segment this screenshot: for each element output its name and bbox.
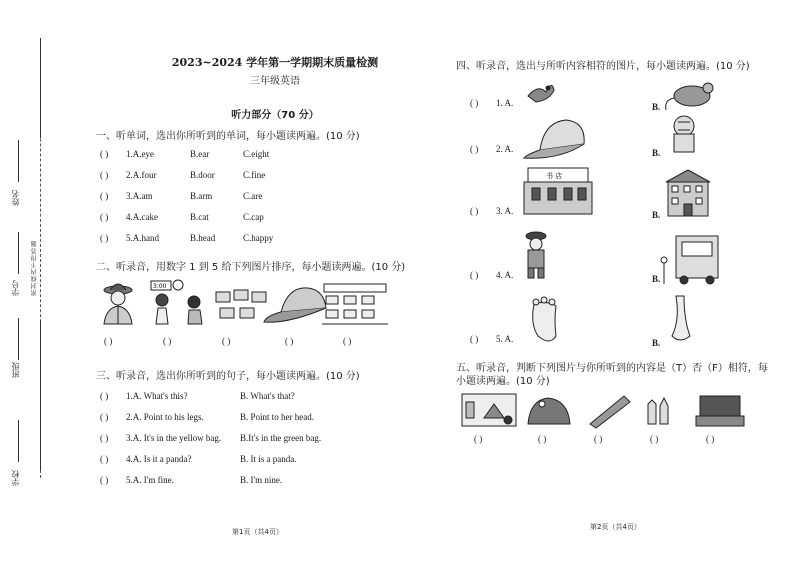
answer-paren: ( ) xyxy=(470,98,479,108)
section5-pictures xyxy=(456,390,756,430)
section1-heading: 一、听单词，选出你所听到的单词，每小题读两遍。(10 分) xyxy=(96,131,360,142)
option-b: B.arm xyxy=(190,191,213,201)
class-label: 班级 xyxy=(11,362,20,378)
classroom-picture xyxy=(322,284,388,324)
section3-heading: 三、听录音，选出你所听到的句子，每小题读两遍。(10 分) xyxy=(96,371,360,382)
listening-part-title: 听力部分（70 分） xyxy=(231,110,319,121)
answer-paren: ( ) xyxy=(470,206,479,216)
option-b: B.ear xyxy=(190,149,210,159)
option-c: C.fine xyxy=(243,170,266,180)
farm-scene-picture xyxy=(462,394,516,426)
option-b-label: B. xyxy=(652,210,661,220)
man-with-hat-picture xyxy=(104,284,132,324)
clock-text: 3:00 xyxy=(153,283,167,290)
exam-title: 2023~2024 学年第一学期期末质量检测 xyxy=(171,56,379,69)
option-c: C.cap xyxy=(243,212,264,222)
answer-paren: ( ) xyxy=(343,336,352,346)
option-b-label: B. xyxy=(652,102,661,112)
option-a: 5.A. I'm fine. xyxy=(126,475,174,485)
cap-picture-2 xyxy=(524,120,584,158)
shop-sign-text: 书 店 xyxy=(546,172,563,180)
option-a-label: 4. A. xyxy=(496,270,514,280)
section4-b-pictures xyxy=(662,74,738,364)
option-b: B. Point to her head. xyxy=(240,412,314,422)
bird-picture xyxy=(528,85,554,102)
answer-paren: ( ) xyxy=(594,434,603,444)
answer-paren: ( ) xyxy=(706,434,715,444)
answer-paren: ( ) xyxy=(538,434,547,444)
school-building-picture xyxy=(666,170,710,216)
school-underline xyxy=(18,420,19,462)
option-b: B.head xyxy=(190,233,216,243)
answer-paren: ( ) xyxy=(470,270,479,280)
section2-pictures xyxy=(96,278,396,330)
section4-heading: 四、听录音，选出与所听内容相符的图片，每小题读两遍。(10 分) xyxy=(456,61,750,72)
name-label: 姓名 xyxy=(11,190,20,206)
page1-footer: 第1页（共4页） xyxy=(232,528,283,536)
bus-picture xyxy=(661,236,718,284)
option-b: B.It's in the green bag. xyxy=(240,433,322,443)
section5-heading-line1: 五、听录音，判断下列图片与你所听到的内容是（T）否（F）相符，每 xyxy=(456,363,768,374)
option-a: 2.A. Point to his legs. xyxy=(126,412,204,422)
option-c: C.happy xyxy=(243,233,274,243)
id-label: 学号 xyxy=(11,280,20,296)
answer-paren: ( ) xyxy=(222,336,231,346)
answer-paren: ( ) xyxy=(285,336,294,346)
section2-heading: 二、听录音，用数字 1 到 5 给下列图片排序，每小题读两遍。(10 分) xyxy=(96,262,406,273)
police-officer-picture xyxy=(526,232,546,278)
option-b: B. It is a panda. xyxy=(240,454,297,464)
option-a: 3.A. It's in the yellow bag. xyxy=(126,433,222,443)
cap-picture xyxy=(264,288,326,322)
exam-subtitle: 三年级英语 xyxy=(250,76,300,87)
binding-line-bottom xyxy=(40,320,41,470)
answer-paren: ( ) xyxy=(650,434,659,444)
section5-heading-line2: 小题读两遍。(10 分) xyxy=(456,376,550,387)
page2-footer: 第2页（共4页） xyxy=(590,523,641,531)
option-a: 1.A. What's this? xyxy=(126,391,188,401)
tiger-picture xyxy=(674,116,694,152)
option-a-label: 3. A. xyxy=(496,206,514,216)
pencil-picture xyxy=(590,396,630,428)
option-c: C.are xyxy=(243,191,263,201)
answer-paren: ( ) xyxy=(470,334,479,344)
answer-paren: ( ) xyxy=(104,336,113,346)
seal-note: 密封线内不得答题 xyxy=(31,240,38,296)
answer-paren: ( ) xyxy=(163,336,172,346)
answer-paren: ( ) xyxy=(474,434,483,444)
answer-paren: ( ) xyxy=(470,144,479,154)
option-c: C.eight xyxy=(243,149,270,159)
cards-picture xyxy=(216,290,266,318)
binding-line-top xyxy=(40,38,41,138)
answer-paren: ( ) xyxy=(100,412,109,422)
option-b-label: B. xyxy=(652,338,661,348)
answer-paren: ( ) xyxy=(100,149,109,159)
option-a-label: 2. A. xyxy=(496,144,514,154)
name-underline xyxy=(18,140,19,182)
option-b: B.cat xyxy=(190,212,209,222)
option-a: 2.A.four xyxy=(126,170,157,180)
option-a: 4.A.cake xyxy=(126,212,158,222)
answer-paren: ( ) xyxy=(100,391,109,401)
class-underline xyxy=(18,318,19,360)
option-b-label: B. xyxy=(652,148,661,158)
nose-picture xyxy=(672,296,690,340)
option-b-label: B. xyxy=(652,274,661,284)
option-b: B. What's that? xyxy=(240,391,295,401)
answer-paren: ( ) xyxy=(100,475,109,485)
section4-a-pictures xyxy=(520,74,596,364)
option-a-label: 5. A. xyxy=(496,334,514,344)
option-a-label: 1. A. xyxy=(496,98,514,108)
answer-paren: ( ) xyxy=(100,233,109,243)
school-label: 学校 xyxy=(11,470,20,486)
option-a: 4.A. Is it a panda? xyxy=(126,454,192,464)
answer-paren: ( ) xyxy=(100,212,109,222)
option-b: B.door xyxy=(190,170,215,180)
option-b: B. I'm nine. xyxy=(240,475,283,485)
mouse-picture xyxy=(666,83,713,110)
option-a: 3.A.am xyxy=(126,191,153,201)
desk-scene-picture xyxy=(696,396,744,426)
option-a: 1.A.eye xyxy=(126,149,154,159)
answer-paren: ( ) xyxy=(100,433,109,443)
id-underline xyxy=(18,232,19,274)
hands-picture xyxy=(648,398,668,424)
answer-paren: ( ) xyxy=(100,170,109,180)
option-a: 5.A.hand xyxy=(126,233,159,243)
answer-paren: ( ) xyxy=(100,454,109,464)
answer-paren: ( ) xyxy=(100,191,109,201)
dragon-picture xyxy=(528,398,570,424)
foot-picture xyxy=(533,297,556,341)
